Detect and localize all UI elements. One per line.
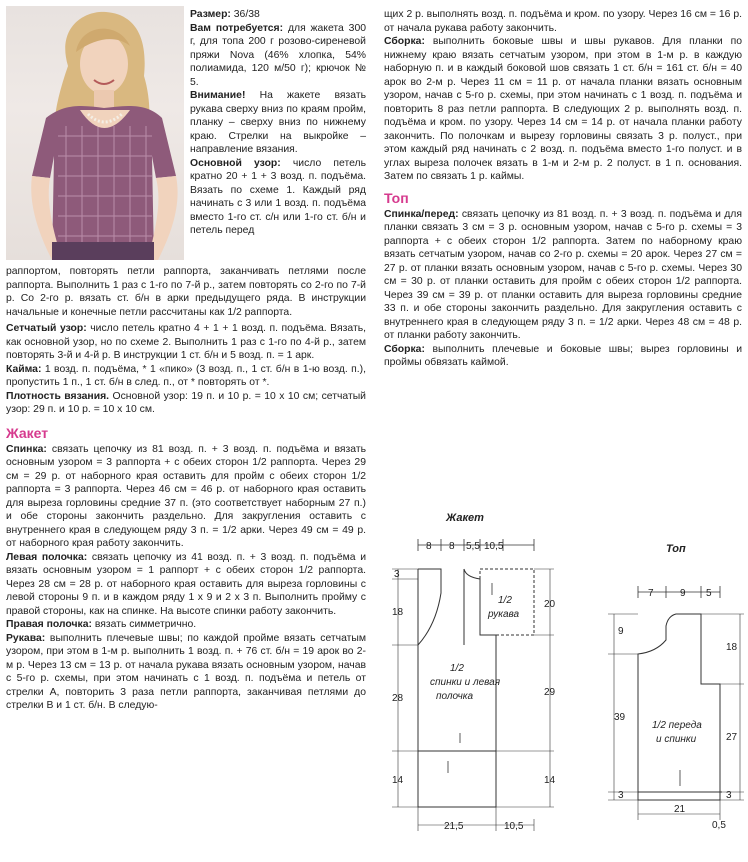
top-back-label: Спинка/перед: (384, 208, 459, 220)
model-illustration (6, 6, 184, 260)
jacket-back-text: связать цепочку из 81 возд. п. + 3 возд. п. подъёма и вязать основным узором = 3 раппорта + с обеих сторон 1/2 раппорта. Через 29 см = 29 р. от наборного края оставить для пройм с обеих сторон 1/2 раппорта = 3 раппорта. Через 46 см = 46 р. от наборного края оставить для выреза горловины средние 37 п. (это соответствует наборным 27 п.) и обе стороны закончить раздельно. Для закругления оставить с внутреннего края в следующем ряду 3 п. = 1/2 арки. Через 49 см = 49 р. от наборного края работу закончить. (6, 443, 366, 549)
top-dim-1: 7 (648, 588, 654, 599)
top-assembly-text: выполнить плечевые и боковые швы; вырез горловины и проймы обвязать каймой. (384, 343, 742, 368)
attention-text: На жакете вязать рукава сверху вниз по краям пройм, планку – сверху вниз по нижнему краю. Стрелки на выкройке – направление вязания. (190, 90, 366, 155)
jacket-right-label: Правая полочка: (6, 619, 92, 630)
jacket-left-dim-3: 28 (392, 693, 404, 704)
jacket-left-dim-1: 3 (394, 569, 400, 580)
sleeve-label-2: рукава (488, 609, 520, 620)
jacket-left-dim-2: 18 (392, 607, 404, 618)
sleeve-label-1: 1/2 (498, 595, 512, 606)
size-label: Размер: (190, 9, 231, 20)
top-left-dim-3: 3 (618, 790, 624, 801)
top-back-text: связать цепочку из 81 возд. п. + 3 возд. п. подъёма и для планки связать 3 см = 3 р. основным узором, начав с 5-го р. схемы = 3 раппорта + с обеих сторон 1/2 раппорта. Затем по наборному краю вязать сетчатым узором, начав со 2-го р. схемы = 20 арок. Через 27 см = 27 р. от планки вязать основным узором, начав с 5-го р. схемы. Через 30 см = 30 р. от планки оставить для пройм с обеих сторон 1/2 раппорта. Через 39 см = 39 р. от планки оставить для выреза горловины средние 33 п. и обе стороны закончить раздельно. Для закругления оставить с внутреннего края в следующем ряду 3 п. = 1/2 арки. Через 48 см = 48 р. от планки работу закончить. (384, 208, 742, 341)
top-pattern-diagram (590, 530, 748, 830)
jacket-body-label-1: 1/2 (450, 663, 464, 674)
right-column-text (384, 8, 742, 370)
top-heading: Топ (384, 189, 409, 206)
jacket-sleeve-text: выполнить плечевые швы; по каждой пройме вязать сетчатым узором, при этом в 1-м р. выполнить 1 возд. п. + 76 ст. б/н = 19 арок во 2-м р. Через 13 см = 13 р. от начала рукава вязать основным узором, начав с 5-го р. схемы, при этом начинать с 1 возд. п. подъёма и петель от стрелки А, повторить 3 раза петли раппорта, заканчивая петлями до стрелки В и 1 ст. б/н. В следую- (6, 632, 366, 711)
jacket-diagram-title: Жакет (446, 512, 484, 524)
materials-label: Вам потребуется: (190, 22, 284, 34)
intro-bottom-block (6, 265, 366, 713)
top-body-label-1: 1/2 переда (652, 720, 702, 731)
materials-text: для жакета 300 г, для топа 200 г розово-сиреневой пряжи Nova (46% хлопка, 54% полиамида, 120 м/50 г); крючок № 5. (190, 22, 366, 88)
jacket-assembly-text: выполнить боковые швы и швы рукавов. Для планки по нижнему краю вязать сетчатым узором, при этом в 1-м р. в каждую наборную п. и в каждый боковой шов связать 1 ст. б/н = 161 ст. б/н = 40 арок во 2-м р. Через 11 см = 11 р. от начала планки вязать основным узором, начав с 5-го р. схемы, при этом начинать с 1 возд. п. подъёма и повторить 8 раз петли раппорта. В следующих 2 р. выполнять возд. п. подъёма и кром. по узору. Через 14 см = 14 р. от начала планки работу закончить. По полочкам и вырезу горловины связать 3 р. полуст., при этом каждый ряд начинать с 2 возд. п. подъёма вместо 1-го полуст. и в углах выреза полочек вязать в 1-м и 2-м р. 2 полуст. в 1 п. основания. Затем по связать 1 р. каймы. (384, 36, 742, 182)
density-text: Основной узор: 19 п. и 10 р. = 10 х 10 см; сетчатый узор: 29 п. и 10 р. = 10 х 10 см. (6, 390, 366, 415)
intro-top-block (190, 8, 366, 238)
model-photo (6, 6, 184, 260)
top-right-dim-2: 27 (726, 732, 738, 743)
jacket-back-label: Спинка: (6, 443, 47, 455)
density-label: Плотность вязания. (6, 390, 110, 402)
jacket-left-label: Левая полочка: (6, 551, 88, 563)
jacket-assembly-label: Сборка: (384, 36, 425, 47)
jacket-top-dim-1: 8 (426, 541, 432, 552)
jacket-left-dim-4: 14 (392, 775, 404, 786)
size-value: 36/38 (230, 9, 260, 20)
top-left-dim-2: 39 (614, 712, 626, 723)
top-body-label-2: и спинки (656, 734, 697, 745)
mesh-pattern-label: Сетчатый узор: (6, 323, 87, 334)
jacket-right-text: вязать симметрично. (91, 619, 197, 630)
attention-label: Внимание! (190, 90, 246, 101)
jacket-top-dim-3: 5,5 (466, 541, 480, 552)
jacket-left-text: связать цепочку из 41 возд. п. + 3 возд. п. подъёма и вязать основным узором = 1 раппорт + с обеих сторон 1/2 раппорта. Через 28 см = 28 р. от наборного края оставить для выреза горловины с левой стороны 9 п. и в каждом ряду 1 х 9 и 2 х 3 п. Выполнить пройму с правой стороны, как на спинке. На высоте спинки работу закончить. (6, 551, 367, 617)
top-right-dim-1: 18 (726, 642, 738, 653)
jacket-body-label-3: полочка (436, 691, 474, 702)
top-bottom-dim-2: 0,5 (712, 820, 726, 830)
jacket-right-dim-2: 29 (544, 687, 556, 698)
jacket-bottom-dim-1: 21,5 (444, 821, 464, 832)
top-bottom-dim-1: 21 (674, 804, 686, 815)
top-dim-2: 9 (680, 588, 686, 599)
jacket-right-dim-3: 14 (544, 775, 556, 786)
jacket-top-dim-4: 10,5 (484, 541, 504, 552)
top-left-dim-1: 9 (618, 626, 624, 637)
jacket-pattern-diagram (384, 505, 564, 857)
jacket-bottom-dim-2: 10,5 (504, 821, 524, 832)
top-diagram-title: Топ (666, 543, 686, 555)
top-assembly-label: Сборка: (384, 343, 425, 355)
jacket-sleeve-label: Рукава: (6, 632, 46, 644)
main-pattern-text: число петель кратно 20 + 1 + 3 возд. п. подъёма. Вязать по схеме 1. Каждый ряд начинать с 3 или 1 возд. п. подъёма вместо 1-го ст. с/н или 1-го ст. б/н и петель перед (190, 157, 366, 236)
main-pattern-label: Основной узор: (190, 157, 281, 169)
jacket-heading: Жакет (6, 424, 49, 441)
top-right-dim-3: 3 (726, 790, 732, 801)
edge-label: Кайма: (6, 363, 42, 375)
main-pattern-continued: раппортом, повторять петли раппорта, заканчивать петлями после раппорта. Выполнить 1 раз с 1-го по 7-й р., затем повторять со 2-го по 7-й р. Со 2-го р. вязать ст. б/н в арки предыдущего ряда. В инструкции начальные и конечные петли рассчитаны как 1/2 раппорта. (6, 266, 366, 318)
jacket-top-dim-2: 8 (449, 541, 455, 552)
mesh-pattern-text: число петель кратно 4 + 1 + 1 возд. п. подъёма. Вязать, как основной узор, но по схеме 2. Выполнить 1 раз с 1-го по 4-й р., затем повторять 3-й и 4-й р. В инструкции 1 ст. б/н и 5 возд. п. = 1 арк. (6, 323, 366, 361)
jacket-sleeve-continued: щих 2 р. выполнять возд. п. подъёма и кром. по узору. Через 16 см = 16 р. от начала рукава работу закончить. (384, 9, 742, 34)
top-dim-3: 5 (706, 588, 712, 599)
jacket-body-label-2: спинки и левая (430, 677, 501, 688)
jacket-right-dim-1: 20 (544, 599, 556, 610)
edge-text: 1 возд. п. подъёма, * 1 «пико» (3 возд. п., 1 ст. б/н в 1-ю возд. п.), пропустить 1 п., 1 ст. б/н в след. п., от * повторять от *. (6, 363, 366, 388)
